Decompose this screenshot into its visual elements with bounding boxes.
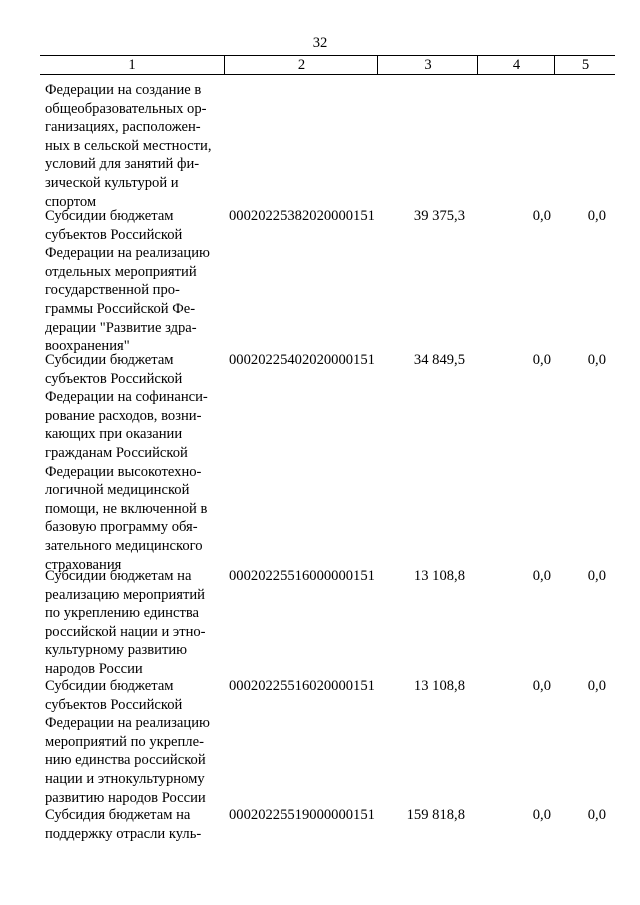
row-description: Федерации на создание в общеобразовательных ор- ганизациях, расположен- ных в сельской местности, условий для занятий фи- зической культурой и спортом (45, 82, 212, 210)
row-col5: 0,0 (587, 807, 606, 823)
page-number: 32 (312, 35, 328, 51)
row-amount: 159 818,8 (406, 807, 465, 823)
row-col5: 0,0 (587, 568, 606, 584)
row-col5: 0,0 (587, 352, 606, 368)
row-code: 00020225516000000151 (229, 568, 375, 584)
row-col4: 0,0 (532, 807, 551, 823)
row-col4: 0,0 (532, 352, 551, 368)
row-code: 00020225402020000151 (229, 352, 375, 368)
row-amount: 13 108,8 (413, 678, 465, 694)
column-header-5: 5 (554, 56, 616, 74)
column-header-3: 3 (377, 56, 478, 74)
row-code: 00020225382020000151 (229, 208, 375, 224)
row-description: Субсидия бюджетам на поддержку отрасли куль- (45, 807, 202, 842)
column-header-1: 1 (128, 57, 136, 73)
row-description: Субсидии бюджетам субъектов Российской Федерации на реализацию отдельных мероприятий государственной про- граммы Российской Фе- дерации "Развитие здра- воохранения" (45, 208, 210, 355)
row-col4: 0,0 (532, 568, 551, 584)
row-description: Субсидии бюджетам на реализацию мероприятий по укреплению единства российской нации и этно- культурному развитию народов России (45, 568, 206, 677)
row-code: 00020225519000000151 (229, 807, 375, 823)
row-amount: 34 849,5 (413, 352, 465, 368)
row-col4: 0,0 (532, 208, 551, 224)
column-header-4: 4 (477, 56, 555, 74)
row-code: 00020225516020000151 (229, 678, 375, 694)
column-header-2: 2 (224, 56, 378, 74)
row-description: Субсидии бюджетам субъектов Российской Федерации на софинанси- рование расходов, возни- кающих при оказании гражданам Российской Федерации высокотехно- логичной медицинской помощи, не включенной в базовую программу обя- зательного медицинского страхования (45, 352, 208, 573)
row-col4: 0,0 (532, 678, 551, 694)
row-amount: 13 108,8 (413, 568, 465, 584)
table-header (40, 55, 615, 75)
row-amount: 39 375,3 (413, 208, 465, 224)
row-col5: 0,0 (587, 208, 606, 224)
row-description: Субсидии бюджетам субъектов Российской Федерации на реализацию мероприятий по укрепле- нию единства российской нации и этнокультурному развитию народов России (45, 678, 210, 806)
row-col5: 0,0 (587, 678, 606, 694)
